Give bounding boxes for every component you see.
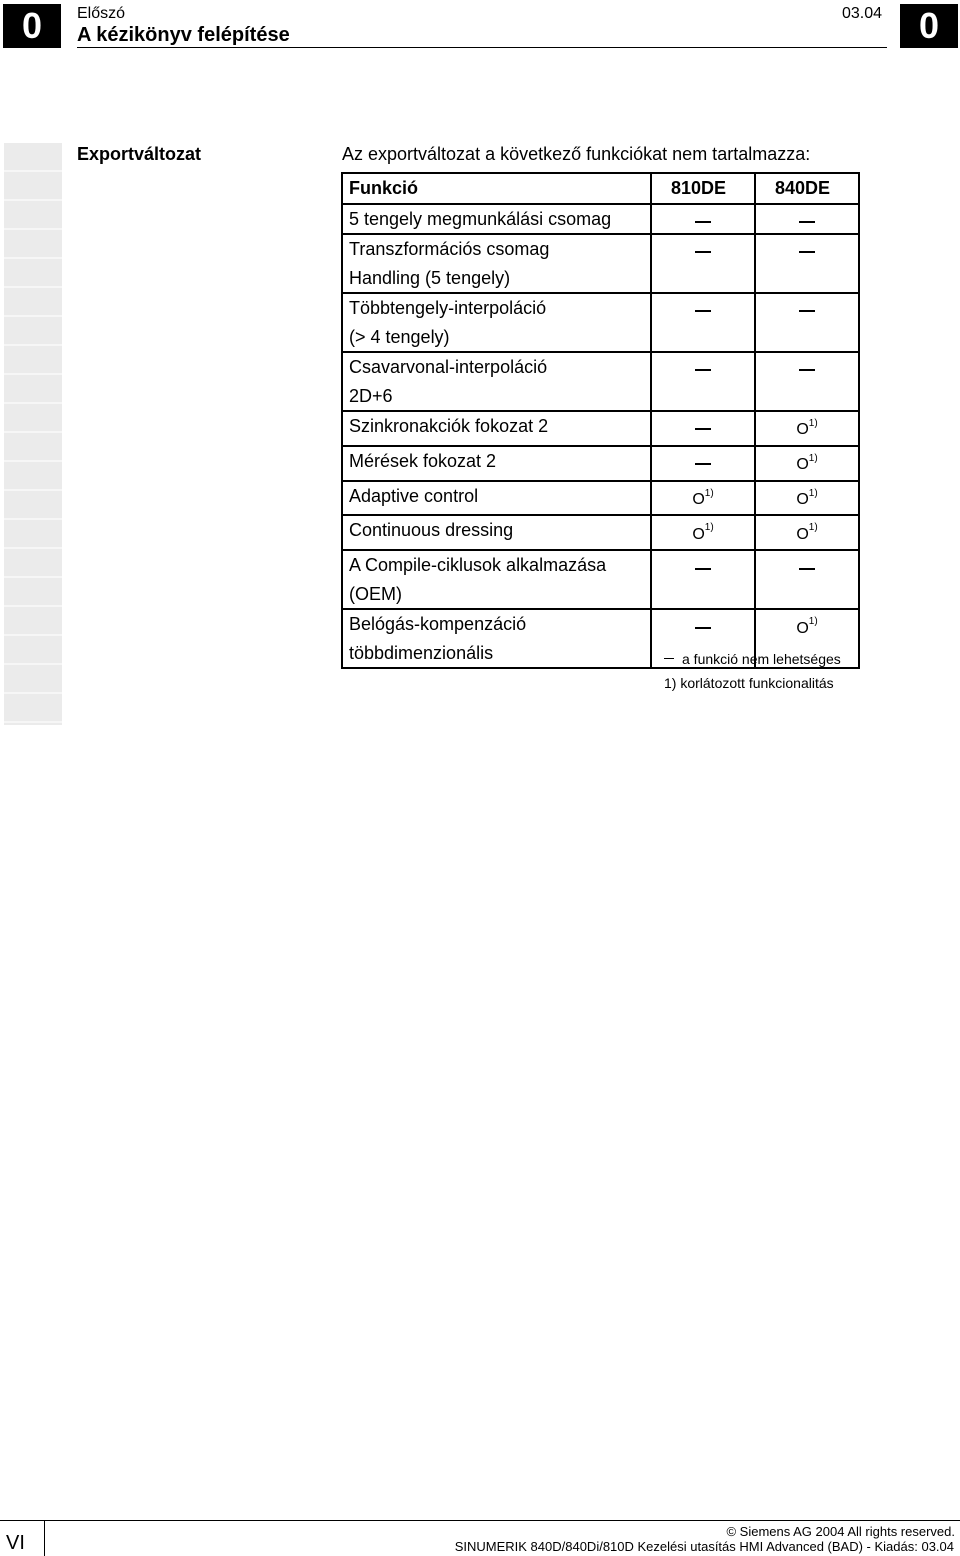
dash-icon — [695, 310, 711, 312]
function-name-cell — [342, 550, 651, 609]
table-row — [342, 293, 859, 352]
unavailable-cell — [755, 204, 859, 235]
table-row — [342, 352, 859, 411]
page-number: VI — [6, 1532, 25, 1554]
dash-icon — [799, 568, 815, 570]
unavailable-cell — [651, 204, 755, 235]
unavailable-cell — [651, 234, 755, 293]
limited-marker: $O^{1)}$ — [796, 616, 818, 637]
dash-icon — [799, 251, 815, 253]
side-heading: Exportváltozat — [77, 144, 202, 164]
function-name: Csavarvonal-interpoláció — [349, 357, 548, 377]
dash-icon — [695, 428, 711, 430]
unavailable-cell — [755, 550, 859, 609]
column-header-840de: 840DE — [755, 173, 859, 204]
column-header-function: Funkció — [342, 173, 651, 204]
margin-bar — [4, 143, 62, 725]
dash-icon — [695, 463, 711, 465]
unavailable-cell — [651, 446, 755, 481]
footer-rule — [0, 1520, 960, 1521]
legend-footnote-entry — [664, 675, 834, 691]
chapter-number-left: 0 — [3, 4, 61, 48]
limited-marker: $O^{1)}$ — [796, 522, 818, 543]
function-name-line2: Handling (5 tengely) — [349, 267, 511, 288]
function-name: 5 tengely megmunkálási csomag — [349, 208, 612, 229]
dash-icon — [695, 568, 711, 570]
dash-symbol — [664, 658, 674, 659]
limited-cell — [651, 481, 755, 516]
function-name-line2: 2D+6 — [349, 385, 393, 406]
legend-footnote-text: 1) korlátozott funkcionalitás — [664, 675, 834, 691]
function-name-cell — [342, 352, 651, 411]
footer-document: SINUMERIK 840D/840Di/810D Kezelési utasítás HMI Advanced (BAD) - Kiadás: 03.04 — [454, 1539, 954, 1554]
dash-icon — [695, 369, 711, 371]
function-name-cell — [342, 411, 651, 446]
unavailable-cell — [755, 352, 859, 411]
limited-cell — [755, 411, 859, 446]
table-row — [342, 446, 859, 481]
intro-text: Az exportváltozat a következő funkciókat nem tartalmazza: — [342, 144, 811, 164]
limited-marker: $O^{1)}$ — [796, 452, 818, 474]
footnote-ref: 1) — [704, 487, 714, 499]
unavailable-cell — [651, 293, 755, 352]
page-title: A kézikönyv felépítése — [77, 24, 290, 46]
header-section: Előszó — [77, 5, 126, 22]
footnote-ref: 1) — [704, 522, 714, 534]
dash-icon — [695, 221, 711, 223]
function-name: Többtengely-interpoláció — [349, 298, 547, 318]
function-name: Szinkronakciók fokozat 2 — [349, 416, 549, 436]
limited-marker: $O^{1)}$ — [692, 487, 714, 508]
function-name-line2: (> 4 tengely) — [349, 326, 450, 347]
dash-icon — [695, 627, 711, 629]
function-name: Continuous dressing — [349, 520, 514, 541]
function-name-cell — [342, 515, 651, 550]
function-name-cell — [342, 481, 651, 516]
legend-dash-text: a funkció nem lehetséges — [682, 651, 841, 667]
limited-cell — [651, 515, 755, 550]
limited-cell — [755, 446, 859, 481]
footnote-ref: 1) — [808, 452, 818, 464]
unavailable-cell — [651, 352, 755, 411]
function-name: Belógás-kompenzáció — [349, 614, 527, 635]
limited-marker: $O^{1)}$ — [692, 522, 714, 543]
footnote-ref: 1) — [808, 487, 818, 499]
table-row — [342, 550, 859, 609]
unavailable-cell — [755, 293, 859, 352]
unavailable-cell — [651, 550, 755, 609]
function-table — [341, 172, 860, 669]
function-name-cell — [342, 293, 651, 352]
function-name: Mérések fokozat 2 — [349, 450, 497, 471]
dash-icon — [799, 310, 815, 312]
header-date: 03.04 — [842, 5, 883, 22]
limited-marker: $O^{1)}$ — [796, 418, 818, 439]
dash-icon — [799, 221, 815, 223]
chapter-number-right: 0 — [900, 4, 958, 48]
unavailable-cell — [755, 234, 859, 293]
dash-icon — [695, 251, 711, 253]
header-rule — [77, 47, 887, 48]
footer-divider — [44, 1520, 45, 1556]
function-name-cell — [342, 204, 651, 235]
footer-copyright: © Siemens AG 2004 All rights reserved. — [726, 1524, 955, 1539]
limited-cell — [755, 481, 859, 516]
legend-dash-entry — [664, 651, 841, 667]
function-name-cell — [342, 234, 651, 293]
function-name-cell — [342, 446, 651, 481]
table-row — [342, 515, 859, 550]
function-name: Transzformációs csomag — [349, 239, 550, 259]
function-name-line2: többdimenzionális — [349, 642, 494, 663]
limited-marker: $O^{1)}$ — [796, 487, 818, 508]
footnote-ref: 1) — [808, 522, 818, 534]
limited-cell — [755, 515, 859, 550]
function-name-line2: (OEM) — [349, 583, 402, 604]
table-row — [342, 481, 859, 516]
table-row — [342, 204, 859, 235]
table-header-row — [342, 173, 859, 204]
column-header-810de: 810DE — [651, 173, 755, 204]
function-name-cell — [342, 609, 651, 668]
footnote-ref: 1) — [808, 418, 818, 429]
dash-icon — [799, 369, 815, 371]
footnote-ref: 1) — [808, 616, 818, 628]
table-row — [342, 411, 859, 446]
function-name: Adaptive control — [349, 485, 479, 506]
function-name: A Compile-ciklusok alkalmazása — [349, 555, 607, 576]
unavailable-cell — [651, 411, 755, 446]
table-row — [342, 234, 859, 293]
